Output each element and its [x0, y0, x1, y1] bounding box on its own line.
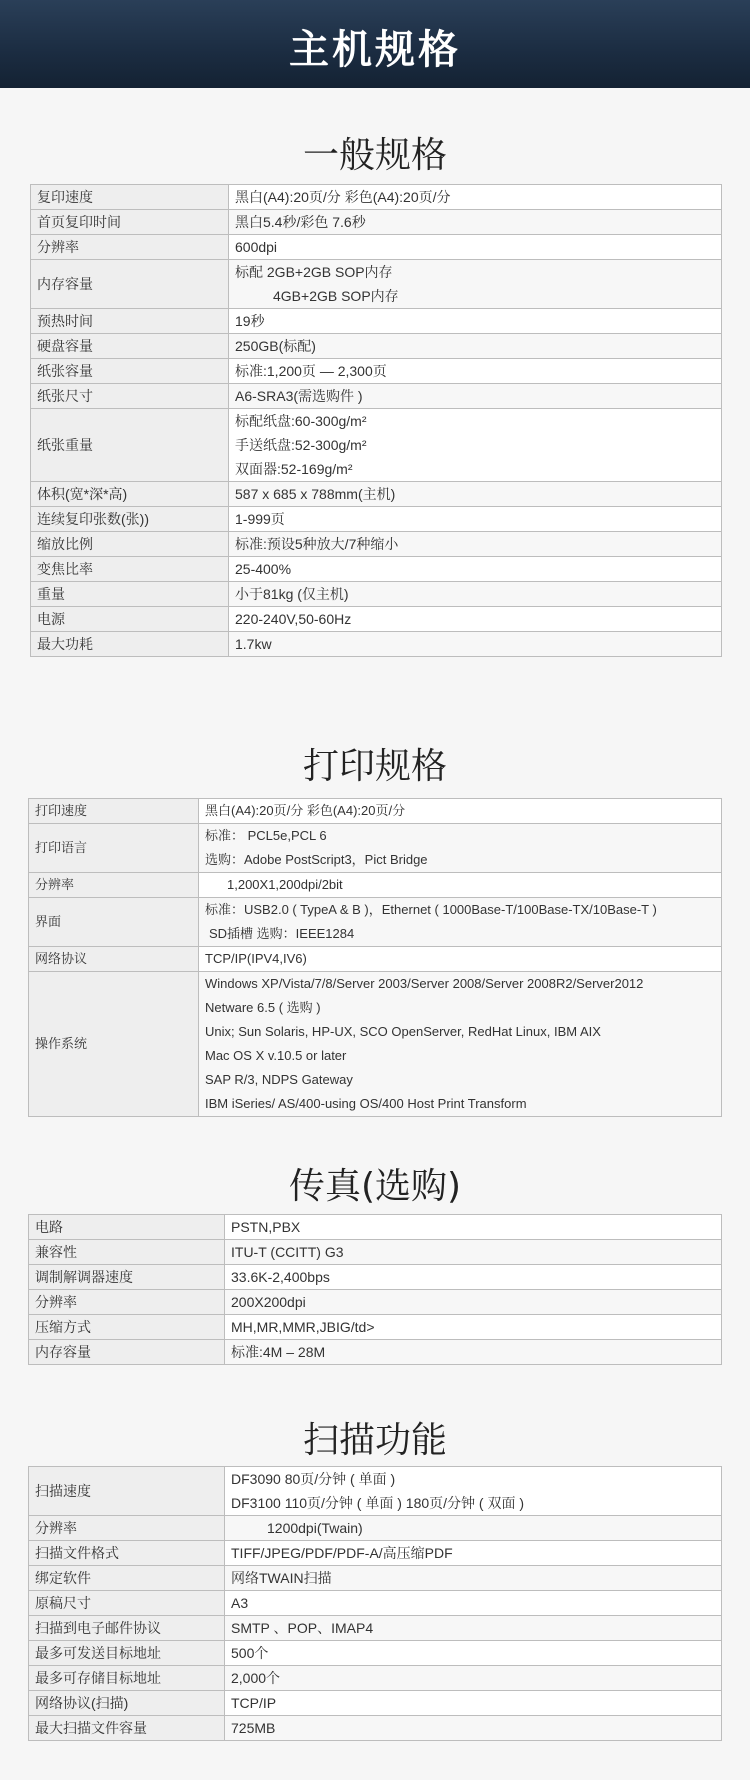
spec-value-line: PSTN,PBX — [231, 1219, 301, 1235]
spec-value-line: 220-240V,50-60Hz — [235, 611, 352, 627]
spec-value-line: 587 x 685 x 788mm(主机) — [235, 486, 396, 502]
spec-label: 纸张重量 — [31, 409, 229, 482]
spec-label: 重量 — [31, 582, 229, 607]
table-row — [31, 607, 722, 632]
spec-value — [199, 824, 722, 873]
spec-label: 扫描文件格式 — [29, 1541, 225, 1566]
spec-value — [225, 1215, 722, 1240]
table-row — [31, 532, 722, 557]
spec-value — [225, 1467, 722, 1516]
table-row — [31, 235, 722, 260]
spec-label: 网络协议 — [29, 947, 199, 972]
spec-value-line: A3 — [231, 1595, 249, 1611]
spec-value — [229, 532, 722, 557]
spec-value-line: 标配纸盘:60-300g/m² — [235, 413, 367, 429]
spec-value — [199, 873, 722, 898]
spec-value — [229, 235, 722, 260]
spec-label: 最大扫描文件容量 — [29, 1716, 225, 1741]
spec-value-line: 600dpi — [235, 239, 278, 255]
spec-value — [225, 1566, 722, 1591]
spec-label: 变焦比率 — [31, 557, 229, 582]
page-title: 主机规格 — [289, 27, 461, 73]
spec-value — [229, 309, 722, 334]
table-row — [29, 1340, 722, 1365]
spec-value-line: Windows XP/Vista/7/8/Server 2003/Server 2008/Server 2008R2/Server2012 — [205, 976, 644, 991]
spec-label: 最大功耗 — [31, 632, 229, 657]
fax-spec-table — [28, 1214, 722, 1365]
spec-value — [225, 1541, 722, 1566]
spec-value — [199, 947, 722, 972]
spec-value — [229, 632, 722, 657]
spec-label: 扫描速度 — [29, 1467, 225, 1516]
table-row — [31, 210, 722, 235]
table-row — [29, 1290, 722, 1315]
table-row — [29, 1265, 722, 1290]
spec-value-line: 250GB(标配) — [235, 338, 316, 354]
spec-value-line: 1.7kw — [235, 636, 272, 652]
spec-value-line: 选购：Adobe PostScript3，Pict Bridge — [205, 852, 428, 867]
spec-value-line: 标准:预设5种放大/7种缩小 — [235, 536, 399, 552]
spec-value — [225, 1340, 722, 1365]
table-row — [31, 309, 722, 334]
spec-value — [225, 1265, 722, 1290]
table-row — [31, 557, 722, 582]
table-row — [31, 632, 722, 657]
spec-value-line: 19秒 — [235, 313, 265, 329]
table-row — [29, 1240, 722, 1265]
spec-value — [229, 482, 722, 507]
spec-value — [225, 1716, 722, 1741]
spec-label: 网络协议(扫描) — [29, 1691, 225, 1716]
table-row — [31, 482, 722, 507]
table-row — [31, 185, 722, 210]
scan-spec-table — [28, 1466, 722, 1741]
table-row — [29, 1691, 722, 1716]
spec-label: 内存容量 — [29, 1340, 225, 1365]
spec-label: 打印速度 — [29, 799, 199, 824]
spec-value — [199, 799, 722, 824]
spec-label: 体积(宽*深*高) — [31, 482, 229, 507]
spec-value-line: 1200dpi(Twain) — [267, 1520, 363, 1536]
spec-value-line: TCP/IP — [231, 1695, 277, 1711]
spec-value-line: 1-999页 — [235, 511, 285, 527]
spec-label: 电路 — [29, 1215, 225, 1240]
spec-label: 纸张容量 — [31, 359, 229, 384]
spec-label: 操作系统 — [29, 972, 199, 1117]
spec-value — [229, 334, 722, 359]
spec-value — [225, 1641, 722, 1666]
table-row — [29, 1516, 722, 1541]
spec-value-line: 黑白(A4):20页/分 彩色(A4):20页/分 — [235, 189, 451, 205]
spec-value-line: Netware 6.5 ( 选购 ) — [205, 1000, 321, 1015]
table-row — [29, 799, 722, 824]
table-row — [29, 898, 722, 947]
spec-value-line: IBM iSeries/ AS/400-using OS/400 Host Print Transform — [205, 1096, 527, 1111]
spec-value-line: 500个 — [231, 1645, 269, 1661]
table-row — [31, 260, 722, 309]
spec-value-line: 黑白5.4秒/彩色 7.6秒 — [235, 214, 366, 230]
table-row — [31, 334, 722, 359]
table-row — [31, 507, 722, 532]
spec-value-line: 725MB — [231, 1720, 276, 1736]
spec-value-line: 双面器:52-169g/m² — [235, 461, 353, 477]
table-row — [29, 1315, 722, 1340]
spec-label: 电源 — [31, 607, 229, 632]
table-row — [29, 947, 722, 972]
table-row — [29, 1467, 722, 1516]
spec-label: 扫描到电子邮件协议 — [29, 1616, 225, 1641]
spec-value-line: TIFF/JPEG/PDF/PDF-A/高压缩PDF — [231, 1545, 453, 1561]
spec-value-line: DF3090 80页/分钟 ( 单面 ) — [231, 1471, 396, 1487]
spec-value — [225, 1591, 722, 1616]
spec-label: 内存容量 — [31, 260, 229, 309]
spec-value — [225, 1666, 722, 1691]
spec-value-line: A6-SRA3(需选购件 ) — [235, 388, 363, 404]
spec-value — [225, 1516, 722, 1541]
spec-label: 分辨率 — [29, 1516, 225, 1541]
spec-value-line: 黑白(A4):20页/分 彩色(A4):20页/分 — [205, 803, 406, 818]
spec-value — [229, 607, 722, 632]
spec-value-line: 小于81kg (仅主机) — [235, 586, 349, 602]
spec-value-line: 网络TWAIN扫描 — [231, 1570, 332, 1586]
spec-value-line: 标准：USB2.0 ( TypeA & B )，Ethernet ( 1000Base-T/100Base-TX/10Base-T ) — [205, 902, 657, 917]
spec-label: 压缩方式 — [29, 1315, 225, 1340]
spec-value-line: 200X200dpi — [231, 1294, 306, 1310]
spec-value-line: ITU-T (CCITT) G3 — [231, 1244, 344, 1260]
spec-label: 分辨率 — [29, 1290, 225, 1315]
spec-value — [225, 1290, 722, 1315]
spec-label: 连续复印张数(张)) — [31, 507, 229, 532]
spec-value-line: 1,200X1,200dpi/2bit — [227, 877, 343, 892]
spec-label: 纸张尺寸 — [31, 384, 229, 409]
spec-label: 绑定软件 — [29, 1566, 225, 1591]
spec-value-line: SD插槽 选购：IEEE1284 — [209, 926, 355, 941]
section-title-scan: 扫描功能 — [302, 1420, 447, 1461]
table-row — [31, 359, 722, 384]
spec-value-line: DF3100 110页/分钟 ( 单面 ) 180页/分钟 ( 双面 ) — [231, 1495, 525, 1511]
spec-value — [229, 557, 722, 582]
spec-value — [229, 359, 722, 384]
spec-value — [199, 972, 722, 1117]
spec-value — [229, 260, 722, 309]
spec-value-line: Mac OS X v.10.5 or later — [205, 1048, 347, 1063]
spec-label: 最多可存储目标地址 — [29, 1666, 225, 1691]
spec-value — [229, 384, 722, 409]
spec-value — [229, 582, 722, 607]
spec-value-line: 33.6K-2,400bps — [231, 1269, 330, 1285]
table-row — [29, 873, 722, 898]
spec-value-line: Unix; Sun Solaris, HP-UX, SCO OpenServer, RedHat Linux, IBM AIX — [205, 1024, 601, 1039]
spec-label: 最多可发送目标地址 — [29, 1641, 225, 1666]
spec-value-line: 25-400% — [235, 561, 292, 577]
spec-value — [229, 409, 722, 482]
spec-label: 打印语言 — [29, 824, 199, 873]
spec-label: 原稿尺寸 — [29, 1591, 225, 1616]
spec-label: 分辨率 — [29, 873, 199, 898]
table-row — [31, 582, 722, 607]
table-row — [29, 1591, 722, 1616]
spec-value-line: MH,MR,MMR,JBIG/td> — [231, 1319, 375, 1335]
spec-label: 硬盘容量 — [31, 334, 229, 359]
table-row — [29, 1716, 722, 1741]
table-row — [29, 1566, 722, 1591]
table-row — [29, 1215, 722, 1240]
spec-label: 调制解调器速度 — [29, 1265, 225, 1290]
spec-value-line: SMTP 、POP、IMAP4 — [231, 1620, 374, 1636]
spec-value — [229, 185, 722, 210]
table-row — [29, 1666, 722, 1691]
spec-value-line: 标准： PCL5e,PCL 6 — [205, 828, 327, 843]
spec-value-line: 标准:1,200页 — 2,300页 — [235, 363, 387, 379]
spec-label: 界面 — [29, 898, 199, 947]
spec-value-line: 标准:4M – 28M — [231, 1344, 326, 1360]
spec-value — [225, 1240, 722, 1265]
spec-value — [225, 1691, 722, 1716]
table-row — [31, 409, 722, 482]
spec-value — [229, 210, 722, 235]
spec-value-line: 2,000个 — [231, 1670, 281, 1686]
spec-label: 复印速度 — [31, 185, 229, 210]
page-banner — [0, 0, 750, 88]
spec-value-line: SAP R/3, NDPS Gateway — [205, 1072, 353, 1087]
table-row — [29, 1616, 722, 1641]
table-row — [31, 384, 722, 409]
spec-label: 预热时间 — [31, 309, 229, 334]
spec-value — [225, 1616, 722, 1641]
section-title-fax: 传真(选购) — [288, 1166, 462, 1207]
section-title-print: 打印规格 — [302, 746, 447, 787]
spec-value — [229, 507, 722, 532]
spec-value-line: TCP/IP(IPV4,IV6) — [205, 951, 307, 966]
spec-label: 兼容性 — [29, 1240, 225, 1265]
spec-label: 分辨率 — [31, 235, 229, 260]
spec-value — [199, 898, 722, 947]
print-spec-table — [28, 798, 722, 1117]
spec-value-line: 4GB+2GB SOP内存 — [273, 288, 399, 304]
section-title-general: 一般规格 — [302, 135, 447, 176]
table-row — [29, 972, 722, 1117]
spec-value — [225, 1315, 722, 1340]
table-row — [29, 1541, 722, 1566]
table-row — [29, 1641, 722, 1666]
spec-label: 缩放比例 — [31, 532, 229, 557]
spec-value-line: 手送纸盘:52-300g/m² — [235, 437, 367, 453]
spec-label: 首页复印时间 — [31, 210, 229, 235]
spec-value-line: 标配 2GB+2GB SOP内存 — [235, 264, 393, 280]
table-row — [29, 824, 722, 873]
general-spec-table — [30, 184, 722, 657]
